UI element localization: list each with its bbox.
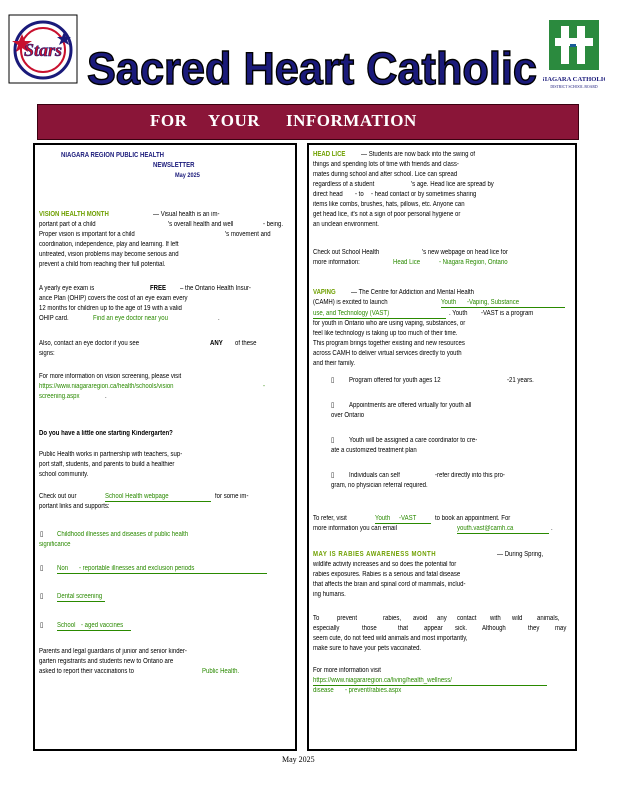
free-label: FREE [150, 285, 167, 292]
eye-exam-text: 12 months for children up to the age of 19 with a valid [39, 305, 182, 312]
vision-text: - being. [263, 221, 284, 228]
vaping-text: feel like technology is taking up too much of their time. [313, 330, 458, 337]
head-lice-text: mates during school and after school. Lice can spread [313, 171, 458, 178]
any-signs-text: Also, contact an eye doctor if you see [39, 340, 140, 347]
vaping-bullet: Youth will be assigned a care coordinator to cre- [349, 437, 478, 444]
prevent-text: seem cute, do not feed wild animals and most importantly, [313, 635, 468, 642]
board-subtitle: DISTRICT SCHOOL BOARD [550, 85, 598, 89]
public-health-link[interactable]: Public Health. [202, 668, 240, 675]
check-out-text: for some im- [215, 493, 249, 500]
eye-exam-text: OHIP card. [39, 315, 69, 322]
head-lice-link[interactable]: Head Lice [393, 259, 421, 266]
youth-vast-refer-link[interactable]: Youth [375, 515, 391, 522]
rabies-more-text: For more information visit [313, 667, 381, 674]
prevent-word: any [437, 615, 447, 622]
check-out-text: Check out our [39, 493, 77, 500]
school-title-text: Sacred Heart Catholic [87, 43, 537, 92]
head-lice-text: - to [355, 191, 364, 198]
head-lice-text: an unclean environment. [313, 221, 379, 228]
find-eye-doctor-link[interactable]: Find an eye doctor near you [93, 315, 168, 322]
vaping-text: . Youth [449, 310, 468, 317]
prevent-text: make sure to have your pets vaccinated. [313, 645, 422, 652]
check-out-text: portant links and supports: [39, 503, 110, 510]
youth-vast-link[interactable]: use, and Technology (VAST) [313, 310, 390, 317]
parents-text: garten registrants and students new to Ontario are [39, 658, 174, 665]
newsletter-date: May 2025 [175, 172, 200, 179]
head-lice-more: Check out School Health [313, 249, 380, 256]
vision-text: prevent a child from reaching their full potential. [39, 261, 166, 268]
right-column [307, 143, 577, 751]
vision-more-text: . [105, 393, 107, 400]
any-label: ANY [210, 340, 223, 347]
vaping-bullet: -refer directly into this pro- [435, 472, 505, 479]
prevent-word: avoid [413, 615, 428, 622]
parents-text: Parents and legal guardians of junior and senior kinder- [39, 648, 187, 655]
checkbox-icon: ▯ [331, 472, 335, 479]
vision-text: — Visual health is an im- [153, 211, 220, 218]
kindergarten-text: Public Health works in partnership with teachers, sup- [39, 451, 183, 458]
youth-vast-link[interactable]: Youth [441, 299, 457, 306]
rabies-text: that affects the brain and spinal cord of mammals, includ- [313, 581, 466, 588]
head-lice-text: 's age. Head lice are spread by [411, 181, 494, 188]
vision-text: untreated, vision problems may become serious and [39, 251, 179, 258]
head-lice-text: things and spending lots of time with friends and class- [313, 161, 459, 168]
checkbox-icon: ▯ [331, 377, 335, 384]
non-reportable-link[interactable]: Non [57, 565, 69, 572]
head-lice-text: regardless of a student [313, 181, 375, 188]
rabies-link[interactable]: - prevent/rabies.aspx [345, 687, 402, 694]
vision-text: coordination, independence, play and learning. If left [39, 241, 179, 248]
prevent-word: especially [313, 625, 340, 632]
head-lice-text: get head lice, it's not a sign of poor personal hygiene or [313, 211, 461, 218]
vaping-bullet: Individuals can self [349, 472, 400, 479]
head-lice-more: more information: [313, 259, 360, 266]
any-signs-text: signs: [39, 350, 55, 357]
prevent-word: animals, [537, 615, 560, 622]
checkbox-icon: ▯ [40, 531, 44, 538]
rabies-link[interactable]: disease [313, 687, 334, 694]
kindergarten-text: port staff, students, and parents to build a healthier [39, 461, 175, 468]
school-vaccines-link[interactable]: School [57, 622, 76, 629]
school-vaccines-link[interactable]: - aged vaccines [81, 622, 124, 629]
newsletter-heading-1: NIAGARA REGION PUBLIC HEALTH [61, 152, 165, 159]
non-reportable-link[interactable]: - reportable illnesses and exclusion periods [79, 565, 195, 572]
head-lice-more: 's new webpage on head lice for [422, 249, 508, 256]
prevent-word: that [398, 625, 409, 632]
head-lice-text: — Students are now back into the swing of [361, 151, 476, 158]
rabies-text: wildlife activity increases and so does the potential for [313, 561, 457, 568]
board-name: NIAGARA CATHOLIC [543, 76, 605, 83]
rabies-text: — During Spring, [497, 551, 544, 558]
newsletter-heading-2: NEWSLETTER [153, 162, 195, 169]
vaping-text: and their family. [313, 360, 356, 367]
refer-text: . [551, 525, 553, 532]
eye-exam-text: A yearly eye exam is [39, 285, 95, 292]
rabies-link[interactable]: https://www.niagararegion.ca/living/health_wellness/ [313, 677, 452, 684]
vaping-text: for youth in Ontario who are using vaping, substances, or [313, 320, 466, 327]
vision-text: 's overall health and well [168, 221, 234, 228]
vision-more-text: For more information on vision screening, please visit [39, 373, 182, 380]
vaping-heading: VAPING [313, 289, 336, 296]
prevent-word: may [555, 625, 567, 632]
kindergarten-text: school community. [39, 471, 89, 478]
prevent-word: wild [512, 615, 523, 622]
parents-text: asked to report their vaccinations to [39, 668, 135, 675]
eye-exam-text: ance Plan (OHIP) covers the cost of an eye exam every [39, 295, 188, 302]
vaping-bullet: gram, no physician referral required. [331, 482, 428, 489]
rabies-text: ing humans. [313, 591, 346, 598]
prevent-word: those [362, 625, 377, 632]
vision-text: 's movement and [225, 231, 271, 238]
head-lice-text: items like combs, brushes, hats, pillows, etc. Anyone can [313, 201, 465, 208]
prevent-word: sick. [455, 625, 468, 632]
head-lice-text: - head contact or by sometimes sharing [371, 191, 477, 198]
prevent-word: contact [457, 615, 477, 622]
email-link[interactable]: youth.vast@camh.ca [457, 525, 514, 532]
vaping-bullet: Appointments are offered virtually for youth all [349, 402, 472, 409]
eye-exam-text: . [218, 315, 220, 322]
vaping-text: — The Centre for Addiction and Mental Health [351, 289, 475, 296]
refer-text: more information you can email [313, 525, 397, 532]
vaping-text: (CAMH) is excited to launch [313, 299, 388, 306]
vision-heading: VISION HEALTH MONTH [39, 211, 109, 218]
prevent-word: To [313, 615, 320, 622]
banner-word-for: FOR [150, 111, 188, 130]
prevent-word: with [490, 615, 501, 622]
rabies-text: rabies exposures. Rabies is a serious and fatal disease [313, 571, 461, 578]
refer-text: To refer, visit [313, 515, 347, 522]
checkbox-icon: ▯ [40, 565, 44, 572]
childhood-illness-link[interactable]: Childhood illnesses and diseases of public health [57, 531, 189, 538]
stars-logo [8, 14, 78, 84]
school-title [84, 42, 540, 92]
youth-vast-refer-link[interactable]: -VAST [399, 515, 417, 522]
vaping-bullet: over Ontario [331, 412, 365, 419]
refer-text: to book an appointment. For [435, 515, 511, 522]
vaping-bullet: -21 years. [507, 377, 534, 384]
prevent-word: Although [482, 625, 506, 632]
prevent-word: they [528, 625, 540, 632]
head-lice-text: direct head [313, 191, 343, 198]
prevent-word: prevent [337, 615, 358, 622]
banner-word-information: INFORMATION [286, 111, 417, 130]
vision-text: Proper vision is important for a child [39, 231, 135, 238]
checkbox-icon: ▯ [40, 622, 44, 629]
prevent-word: appear [424, 625, 443, 632]
vision-text: portant part of a child [39, 221, 96, 228]
vaping-text: This program brings together existing and new resources [313, 340, 465, 347]
left-column [33, 143, 297, 751]
banner-word-your: YOUR [208, 111, 261, 130]
vaping-bullet: Program offered for youth ages 12 [349, 377, 441, 384]
head-lice-heading: HEAD LICE [313, 151, 346, 158]
info-banner [37, 104, 579, 140]
checkbox-icon: ▯ [331, 437, 335, 444]
vision-screening-link[interactable]: screening.aspx [39, 393, 80, 400]
any-signs-text: of these [235, 340, 257, 347]
checkbox-icon: ▯ [40, 593, 44, 600]
dental-screening-link[interactable]: Dental screening [57, 593, 103, 600]
footer-date: May 2025 [282, 755, 315, 764]
vision-screening-link[interactable]: https://www.niagararegion.ca/health/schools/vision [39, 383, 174, 390]
stars-logo-text: Stars [23, 40, 63, 60]
rabies-heading: MAY IS RABIES AWARENESS MONTH [313, 551, 437, 558]
childhood-illness-link[interactable]: significance [39, 541, 71, 548]
eye-exam-text: – the Ontario Health Insur- [180, 285, 251, 292]
prevent-word: rabies, [383, 615, 402, 622]
kindergarten-question: Do you have a little one starting Kindergarten? [39, 430, 173, 437]
vision-screening-link[interactable]: - [263, 383, 266, 390]
youth-vast-link[interactable]: -Vaping, Substance [467, 299, 520, 306]
niagara-catholic-logo [543, 14, 605, 98]
checkbox-icon: ▯ [331, 402, 335, 409]
vaping-text: -VAST is a program [481, 310, 534, 317]
head-lice-link[interactable]: - Niagara Region, Ontario [439, 259, 508, 266]
vaping-text: across CAMH to deliver virtual services directly to youth [313, 350, 462, 357]
vaping-bullet: ate a customized treatment plan [331, 447, 417, 454]
school-health-link[interactable]: School Health webpage [105, 493, 169, 500]
